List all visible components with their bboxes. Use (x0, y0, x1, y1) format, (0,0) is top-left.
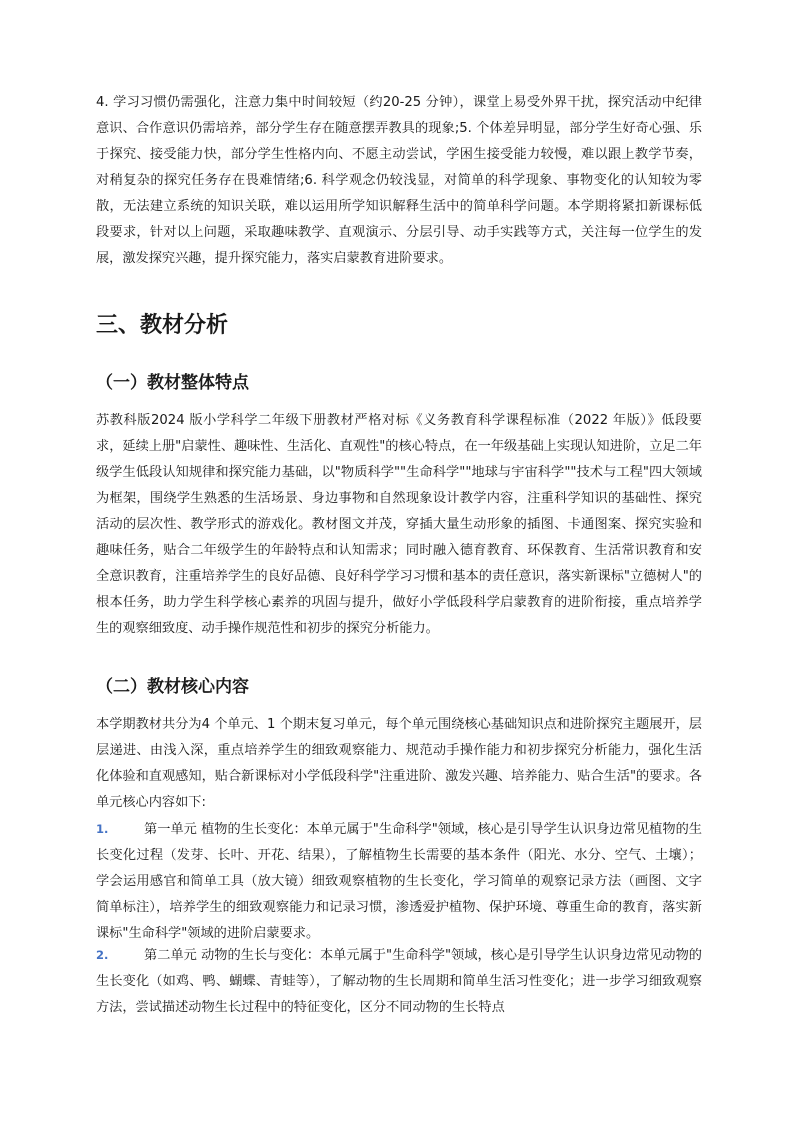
subsection-title-overall-features: （一）教材整体特点 (96, 373, 249, 393)
list-item-text: 第二单元 动物的生长与变化：本单元属于"生命科学"领域，核心是引导学生认识身边常见动物的生长变化（如鸡、鸭、蝴蝶、青蛙等），了解动物的生长周期和简单生活习性变化；进一步学习细致观察方法，尝试描述动物生长过程中的特征变化，区分不同动物的生长特点 (96, 948, 702, 1015)
list-item-text: 第一单元 植物的生长变化：本单元属于"生命科学"领域，核心是引导学生认识身边常见植物的生长变化过程（发芽、长叶、开花、结果），了解植物生长需要的基本条件（阳光、水分、空气、土壤）；学会运用感官和简单工具（放大镜）细致观察植物的生长变化，学习简单的观察记录方法（画图、文字简单标注），培养学生的细致观察能力和记录习惯，渗透爱护植物、保护环境、尊重生命的教育，落实新课标"生命科学"领域的进阶启蒙要求。 (96, 822, 702, 941)
list-item (96, 942, 702, 1021)
subsection-title-core-content: （二）教材核心内容 (96, 677, 249, 697)
list-item-number: 1. (96, 822, 109, 836)
section-title-textbook-analysis: 三、教材分析 (96, 313, 229, 338)
overall-features-paragraph: 苏教科版2024 版小学科学二年级下册教材严格对标《义务教育科学课程标准（2022 年版）》低段要求，延续上册"启蒙性、趣味性、生活化、直观性"的核心特点，在一年级基础上实现认知进阶，立足二年级学生低段认知规律和探究能力基础，以"物质科学""生命科学""地球与宇宙科学""技术与工程"四大领域为框架，围绕学生熟悉的生活场景、身边事物和自然现象设计教学内容，注重科学知识的基础性、探究活动的层次性、教学形式的游戏化。教材图文并茂，穿插大量生动形象的插图、卡通图案、探究实验和趣味任务，贴合二年级学生的年龄特点和认知需求；同时融入德育教育、环保教育、生活常识教育和安全意识教育，注重培养学生的良好品德、良好科学学习习惯和基本的责任意识，落实新课标"立德树人"的根本任务，助力学生科学核心素养的巩固与提升，做好小学低段科学启蒙教育的进阶衔接，重点培养学生的观察细致度、动手操作规范性和初步的探究分析能力。 (96, 413, 702, 636)
list-item (96, 816, 702, 947)
core-content-paragraph: 本学期教材共分为4 个单元、1 个期末复习单元，每个单元围绕核心基础知识点和进阶探究主题展开，层层递进、由浅入深，重点培养学生的细致观察能力、规范动手操作能力和初步探究分析能力，强化生活化体验和直观感知，贴合新课标对小学低段科学"注重进阶、激发兴趣、培养能力、贴合生活"的要求。各单元核心内容如下: (96, 717, 702, 810)
list-item-number: 2. (96, 948, 109, 962)
intro-paragraph: 4. 学习习惯仍需强化，注意力集中时间较短（约20-25 分钟），课堂上易受外界干扰，探究活动中纪律意识、合作意识仍需培养，部分学生存在随意摆弄教具的现象;5. 个体差异明显，部分学生好奇心强、乐于探究、接受能力快，部分学生性格内向、不愿主动尝试，学困生接受能力较慢，难以跟上教学节奏，对稍复杂的探究任务存在畏难情绪;6. 科学观念仍较浅显，对简单的科学现象、事物变化的认知较为零散，无法建立系统的知识关联，难以运用所学知识解释生活中的简单科学问题。本学期将紧扣新课标低段要求，针对以上问题，采取趣味教学、直观演示、分层引导、动手实践等方式，关注每一位学生的发展，激发探究兴趣，提升探究能力，落实启蒙教育进阶要求。 (96, 95, 702, 266)
